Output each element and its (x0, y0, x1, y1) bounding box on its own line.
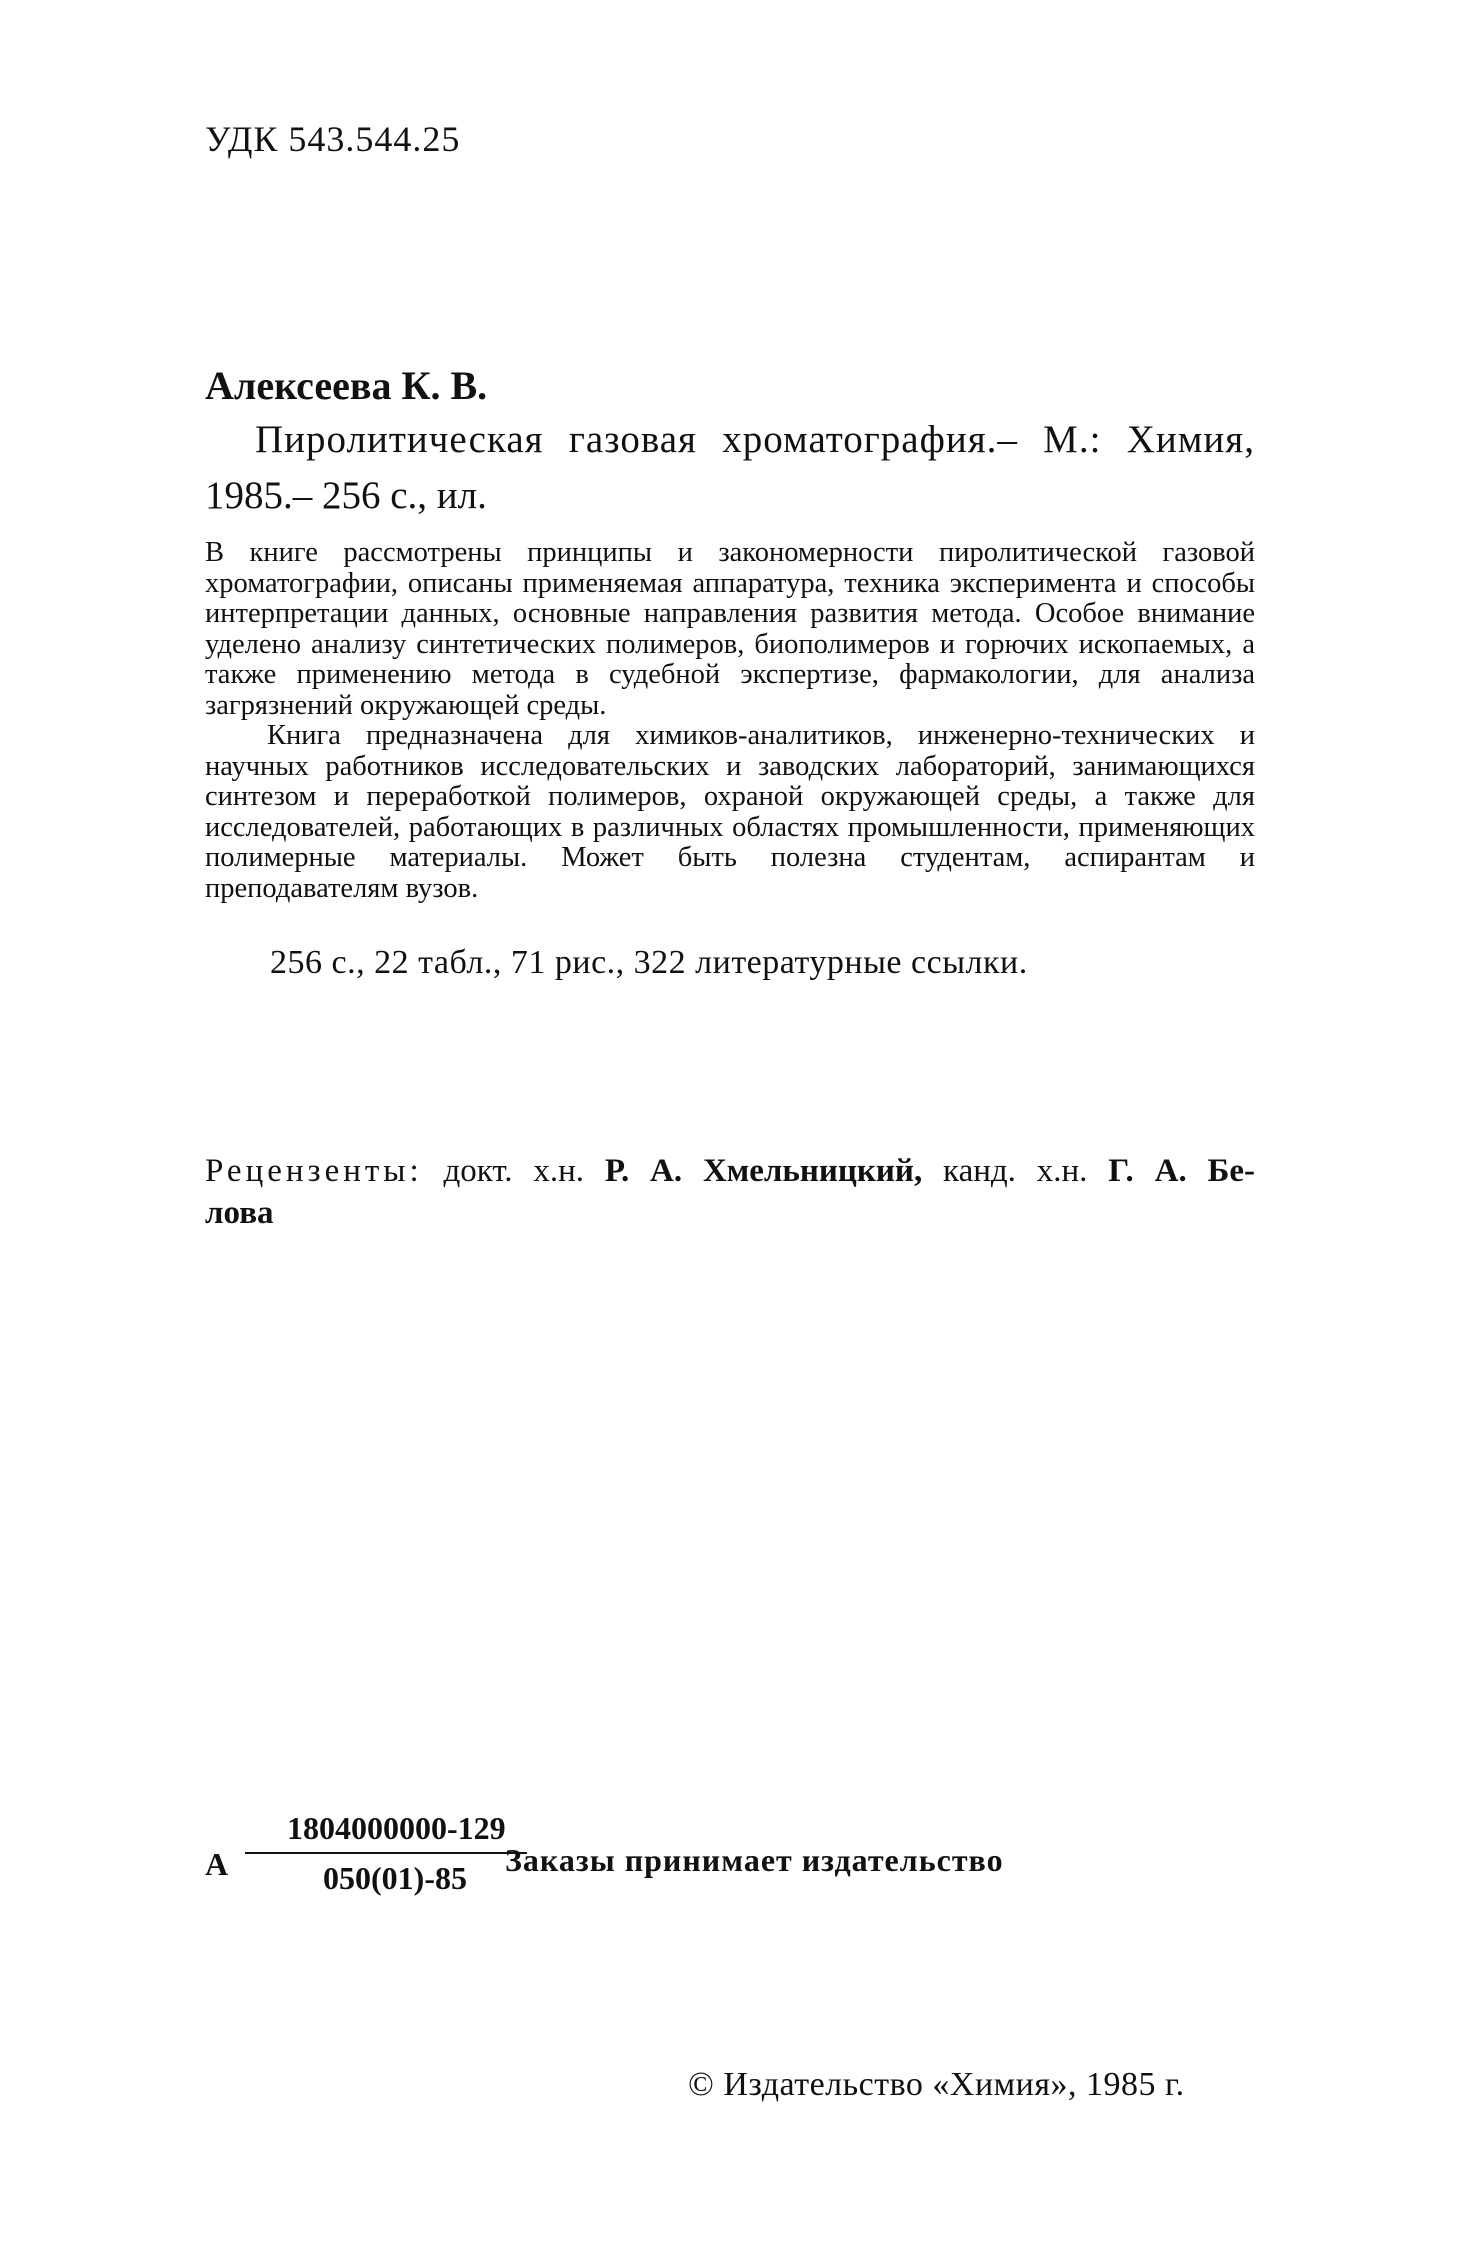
bibliographic-title (205, 412, 1255, 524)
title-line-2: 1985.– 256 с., ил. (205, 474, 487, 517)
orders-text: Заказы принимает издательство (505, 1842, 1004, 1878)
book-stats: 256 с., 22 табл., 71 рис., 322 литературные ссылки. (270, 944, 1028, 981)
title-line-1: Пиролитическая газовая хроматография.– М.: Химия, (255, 418, 1255, 461)
reviewer-2-name-part-2: лова (205, 1195, 274, 1231)
reviewer-1-title: докт. х.н. (443, 1153, 585, 1189)
reviewers (205, 1150, 1255, 1234)
abstract-paragraph-2: Книга предназначена для химиков-аналитиков, инженерно-технических и научных работников исследовательских и заводских лабораторий, занимающихся синтезом и переработкой полимеров, охраной окружающей среды, а также для исследователей, работающих в различных областях промышленности, применяющих полимерные материалы. Может быть полезна студентам, аспирантам и преподавателям вузов. (205, 720, 1255, 904)
udk-code: УДК 543.544.25 (205, 119, 461, 159)
abstract-paragraph-1: В книге рассмотрены принципы и закономерности пиролитической газовой хроматографии, описаны применяемая аппаратура, техника эксперимента и способы интерпретации данных, основные направления развития метода. Особое внимание уделено анализу синтетических полимеров, биополимеров и горючих ископаемых, а также применению метода в судебной экспертизе, фармакологии, для анализа загрязнений окружающей среды. (205, 537, 1255, 721)
fraction-bar (245, 1852, 527, 1854)
code-denominator: 050(01)-85 (323, 1860, 467, 1896)
reviewer-2-name-part-1: Г. А. Бе- (1108, 1153, 1256, 1189)
reviewers-line-1 (205, 1150, 1255, 1192)
reviewers-label: Рецензенты: (205, 1153, 423, 1189)
code-numerator: 1804000000-129 (287, 1810, 506, 1846)
reviewer-2-title: канд. х.н. (943, 1153, 1088, 1189)
abstract (205, 538, 1255, 904)
copyright: © Издательство «Химия», 1985 г. (688, 2066, 1185, 2103)
reviewer-1-name: Р. А. Хмельницкий, (604, 1153, 923, 1189)
author-name: Алексеева К. В. (205, 363, 488, 408)
code-letter: А (205, 1846, 229, 1882)
